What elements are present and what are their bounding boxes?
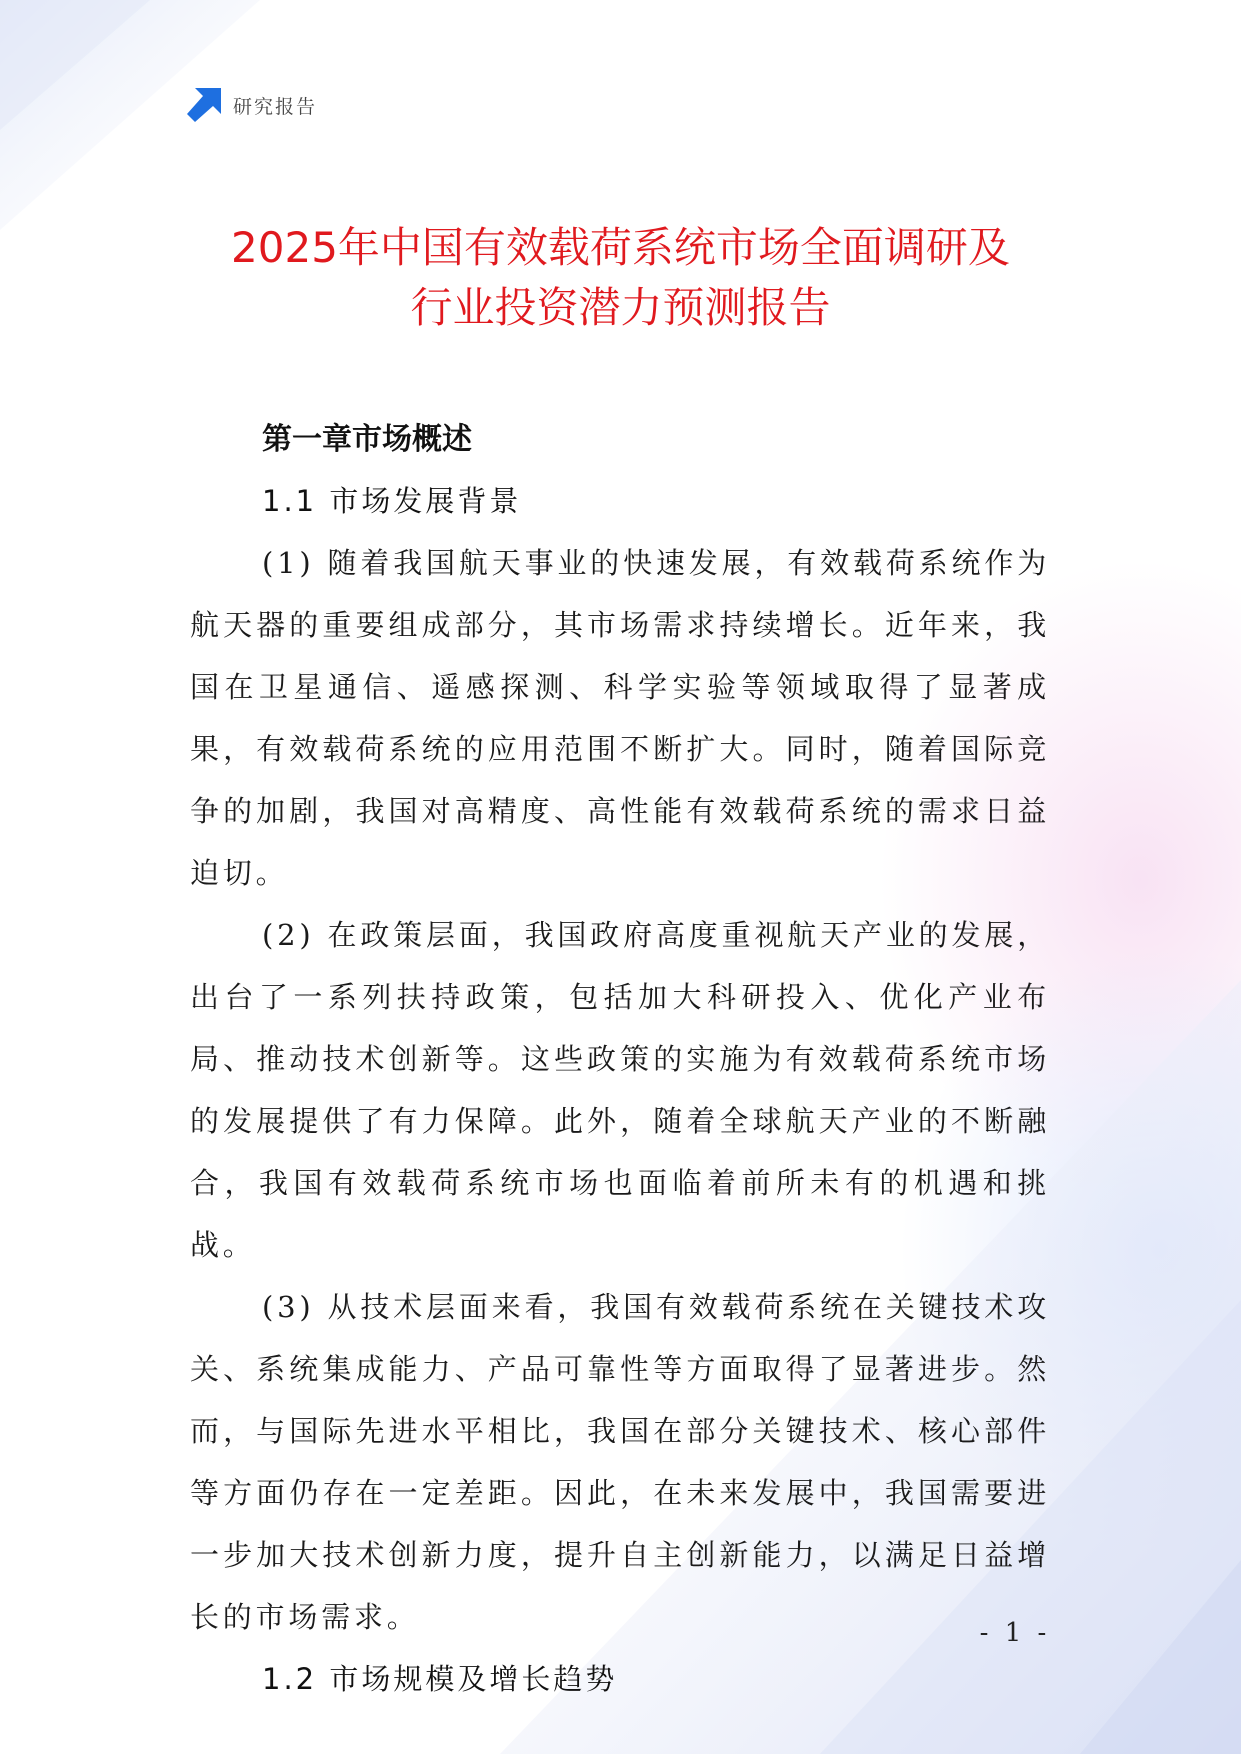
report-header — [187, 88, 317, 122]
section-heading-1-1: 1.1 市场发展背景 — [262, 484, 522, 518]
paragraph-3: (3) 从技术层面来看，我国有效载荷系统在关键技术攻关、系统集成能力、产品可靠性等方面取得了显著进步。然而，与国际先进水平相比，我国在部分关键技术、核心部件等方面仍存在一定差距。因此，在未来发展中，我国需要进一步加大技术创新力度，提升自主创新能力，以满足日益增长的市场需求。 — [190, 1290, 1050, 1634]
report-body — [190, 410, 1050, 1710]
page-number: - 1 - — [979, 1618, 1051, 1648]
section-heading-1-2: 1.2 市场规模及增长趋势 — [262, 1662, 618, 1696]
arrow-up-right-icon — [187, 88, 221, 122]
header-label: 研究报告 — [233, 95, 318, 118]
paragraph-1: (1) 随着我国航天事业的快速发展，有效载荷系统作为航天器的重要组成部分，其市场需求持续增长。近年来，我国在卫星通信、遥感探测、科学实验等领域取得了显著成果，有效载荷系统的应用范围不断扩大。同时，随着国际竞争的加剧，我国对高精度、高性能有效载荷系统的需求日益迫切。 — [190, 546, 1050, 890]
title-line-2: 行业投资潜力预测报告 — [410, 283, 831, 332]
chapter-heading: 第一章市场概述 — [262, 422, 472, 457]
report-title — [100, 218, 1141, 338]
paragraph-2: (2) 在政策层面，我国政府高度重视航天产业的发展，出台了一系列扶持政策，包括加大科研投入、优化产业布局、推动技术创新等。这些政策的实施为有效载荷系统市场的发展提供了有力保障。此外，随着全球航天产业的不断融合，我国有效载荷系统市场也面临着前所未有的机遇和挑战。 — [190, 918, 1050, 1262]
title-line-1: 2025年中国有效载荷系统市场全面调研及 — [231, 223, 1010, 272]
